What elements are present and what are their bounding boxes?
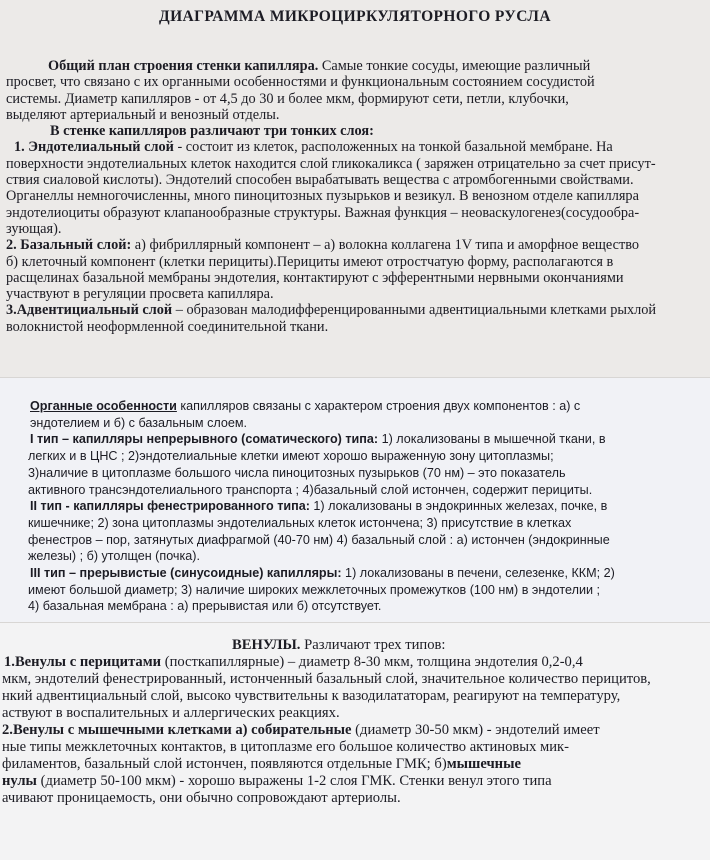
type3-line: имеют большой диаметр; 3) наличие широких межклеточных промежутков (100 нм) в эндотелии ; xyxy=(28,582,601,597)
page-title: ДИАГРАММА МИКРОЦИРКУЛЯТОРНОГО РУСЛА xyxy=(159,8,551,25)
type1-line: 3)наличие в цитоплазме большого числа пиноцитозных пузырьков (70 нм) – это показатель xyxy=(28,465,566,480)
text-page-capillary-types xyxy=(0,378,710,623)
layer1-line: зующая). xyxy=(6,220,62,237)
type3-line: III тип – прерывистые (синусоидные) капилляры: 1) локализованы в печени, селезенке, ККМ; 2) xyxy=(30,566,615,581)
venule1-line: 1.Венулы с перицитами (посткапиллярные) – диаметр 8-30 мкм, толщина эндотелия 0,2-0,4 xyxy=(4,654,583,670)
type1-line: легких и в ЦНС ; 2)эндотелиальные клетки имеют хорошо выраженную зону цитоплазмы; xyxy=(28,449,554,464)
organ-line: Органные особенности капилляров связаны с характером строения двух компонентов : а) с xyxy=(30,399,581,413)
venules-heading: ВЕНУЛЫ. xyxy=(232,637,301,653)
venule2-line: филаментов, базальный слой истончен, появляются отдельные ГМК; б)мышечные xyxy=(2,756,521,772)
layer3-line: волокнистой неоформленной соединительной ткани. xyxy=(6,318,329,335)
venule1-line: мкм, эндотелий фенестрированный, истонченный базальный слой, значительное количество перицитов, xyxy=(2,671,651,687)
layer2-line: б) клеточный компонент (клетки перициты).Перициты имеют отростчатую форму, располагаются в xyxy=(6,253,614,270)
venule2-line: ные типы межклеточных контактов, в цитоплазме его большое количество актиновых мик- xyxy=(2,739,570,755)
venule2-diam-label: нулы xyxy=(2,773,37,789)
venule1-label: 1.Венулы с перицитами xyxy=(4,654,162,670)
layer1-label: 1. Эндотелиальный слой xyxy=(14,139,174,156)
type2-line: II тип - капилляры фенестрированного типа: 1) локализованы в эндокринных железах, почке, в xyxy=(30,499,608,514)
layer2-line: участвуют в регуляции просвета капилляра. xyxy=(6,286,274,303)
layers-heading: В стенке капилляров различают три тонких слоя: xyxy=(50,123,374,140)
layer2-line: расщелинах базальной мембраны эндотелия, контактируют с эфферентными нервными окончаниями xyxy=(6,269,624,286)
plan-paragraph-line: выделяют артериальный и венозный отделы. xyxy=(6,106,280,123)
layer1-line: 1. Эндотелиальный слой - состоит из клеток, расположенных на тонкой базальной мембране. На xyxy=(14,139,613,156)
organ-heading: Органные особенности xyxy=(30,399,177,413)
text-page-capillary-wall xyxy=(0,0,710,378)
venule2-line: 2.Венулы с мышечными клетками а) собирательные (диаметр 30-50 мкм) - эндотелий имеет xyxy=(2,722,600,738)
plan-paragraph-line: Общий план строения стенки капилляра. Самые тонкие сосуды, имеющие различный xyxy=(48,58,591,74)
type2-heading: II тип - капилляры фенестрированного типа: xyxy=(30,499,310,514)
plan-heading: Общий план строения стенки капилляра. xyxy=(48,58,319,74)
layer1-line: поверхности эндотелиальных клеток находится слой гликокаликса ( заряжен отрицательно за счет присут- xyxy=(6,155,656,172)
layer2-line: 2. Базальный слой: а) фибриллярный компонент – а) волокна коллагена 1V типа и аморфное вещество xyxy=(6,237,640,254)
type1-line: активного трансэндотелиального транспорта ; 4)базальный слой истончен, содержит перициты. xyxy=(28,482,593,497)
layer2-label: 2. Базальный слой: xyxy=(6,237,132,254)
layer1-line: ствия сиаловой кислоты). Эндотелий способен вырабатывать вещества с атромбогенными свойствами. xyxy=(6,172,634,189)
type1-heading: I тип – капилляры непрерывного (соматического) типа: xyxy=(30,432,379,447)
layer3-label: 3.Адвентициальный слой xyxy=(6,302,173,319)
type1-line: I тип – капилляры непрерывного (соматического) типа: 1) локализованы в мышечной ткани, в xyxy=(30,432,606,447)
venules-heading-line: ВЕНУЛЫ. Различают трех типов: xyxy=(232,637,446,653)
type3-line: 4) базальная мембрана : а) прерывистая или б) отсутствует. xyxy=(28,599,382,614)
text-page-venules xyxy=(0,623,710,860)
type2-line: кишечнике; 2) зона цитоплазмы эндотелиальных клеток истончена; 3) присутствие в клетках xyxy=(28,515,572,530)
type2-line: фенестров – пор, затянутых диафрагмой (40-70 нм) 4) базальный слой : а) истончен (эндокринные xyxy=(28,532,610,547)
type2-line: железы) ; б) утолщен (почка). xyxy=(28,549,200,564)
organ-line: эндотелием и б) с базальным слоем. xyxy=(30,415,248,430)
layer1-line: эндотелиоциты образуют клапанообразные структуры. Важная функция – неоваскулогенез(сосудообра- xyxy=(6,204,640,221)
layer3-line: 3.Адвентициальный слой – образован малодифференцированными адвентициальными клетками рыхлой xyxy=(6,302,657,319)
plan-paragraph-line: просвет, что связано с их органными особенностями и функциональным состоянием сосудистой xyxy=(6,74,595,91)
venule2-label: 2.Венулы с мышечными клетками а) собирательные xyxy=(2,722,352,738)
venule1-line: аствуют в воспалительных и аллергических реакциях. xyxy=(2,705,340,721)
venule1-line: нкий адвентициальный слой, высоко чувствительны к вазодилататорам, реагируют на температуру, xyxy=(2,688,621,704)
plan-paragraph-line: системы. Диаметр капилляров - от 4,5 до 30 и более мкм, формируют сети, петли, клубочки, xyxy=(6,90,569,107)
type3-heading: III тип – прерывистые (синусоидные) капилляры: xyxy=(30,566,342,581)
venule2-line: нулы (диаметр 50-100 мкм) - хорошо выражены 1-2 слоя ГМК. Стенки венул этого типа xyxy=(2,773,552,789)
venule2-line: ачивают проницаемость, они обычно сопровождают артериолы. xyxy=(2,790,401,806)
layer1-line: Органеллы немногочисленны, много пиноцитозных пузырьков и везикул. В венозном отделе капилляра xyxy=(6,188,639,205)
venule2-muscle-label: мышечные xyxy=(446,756,521,772)
